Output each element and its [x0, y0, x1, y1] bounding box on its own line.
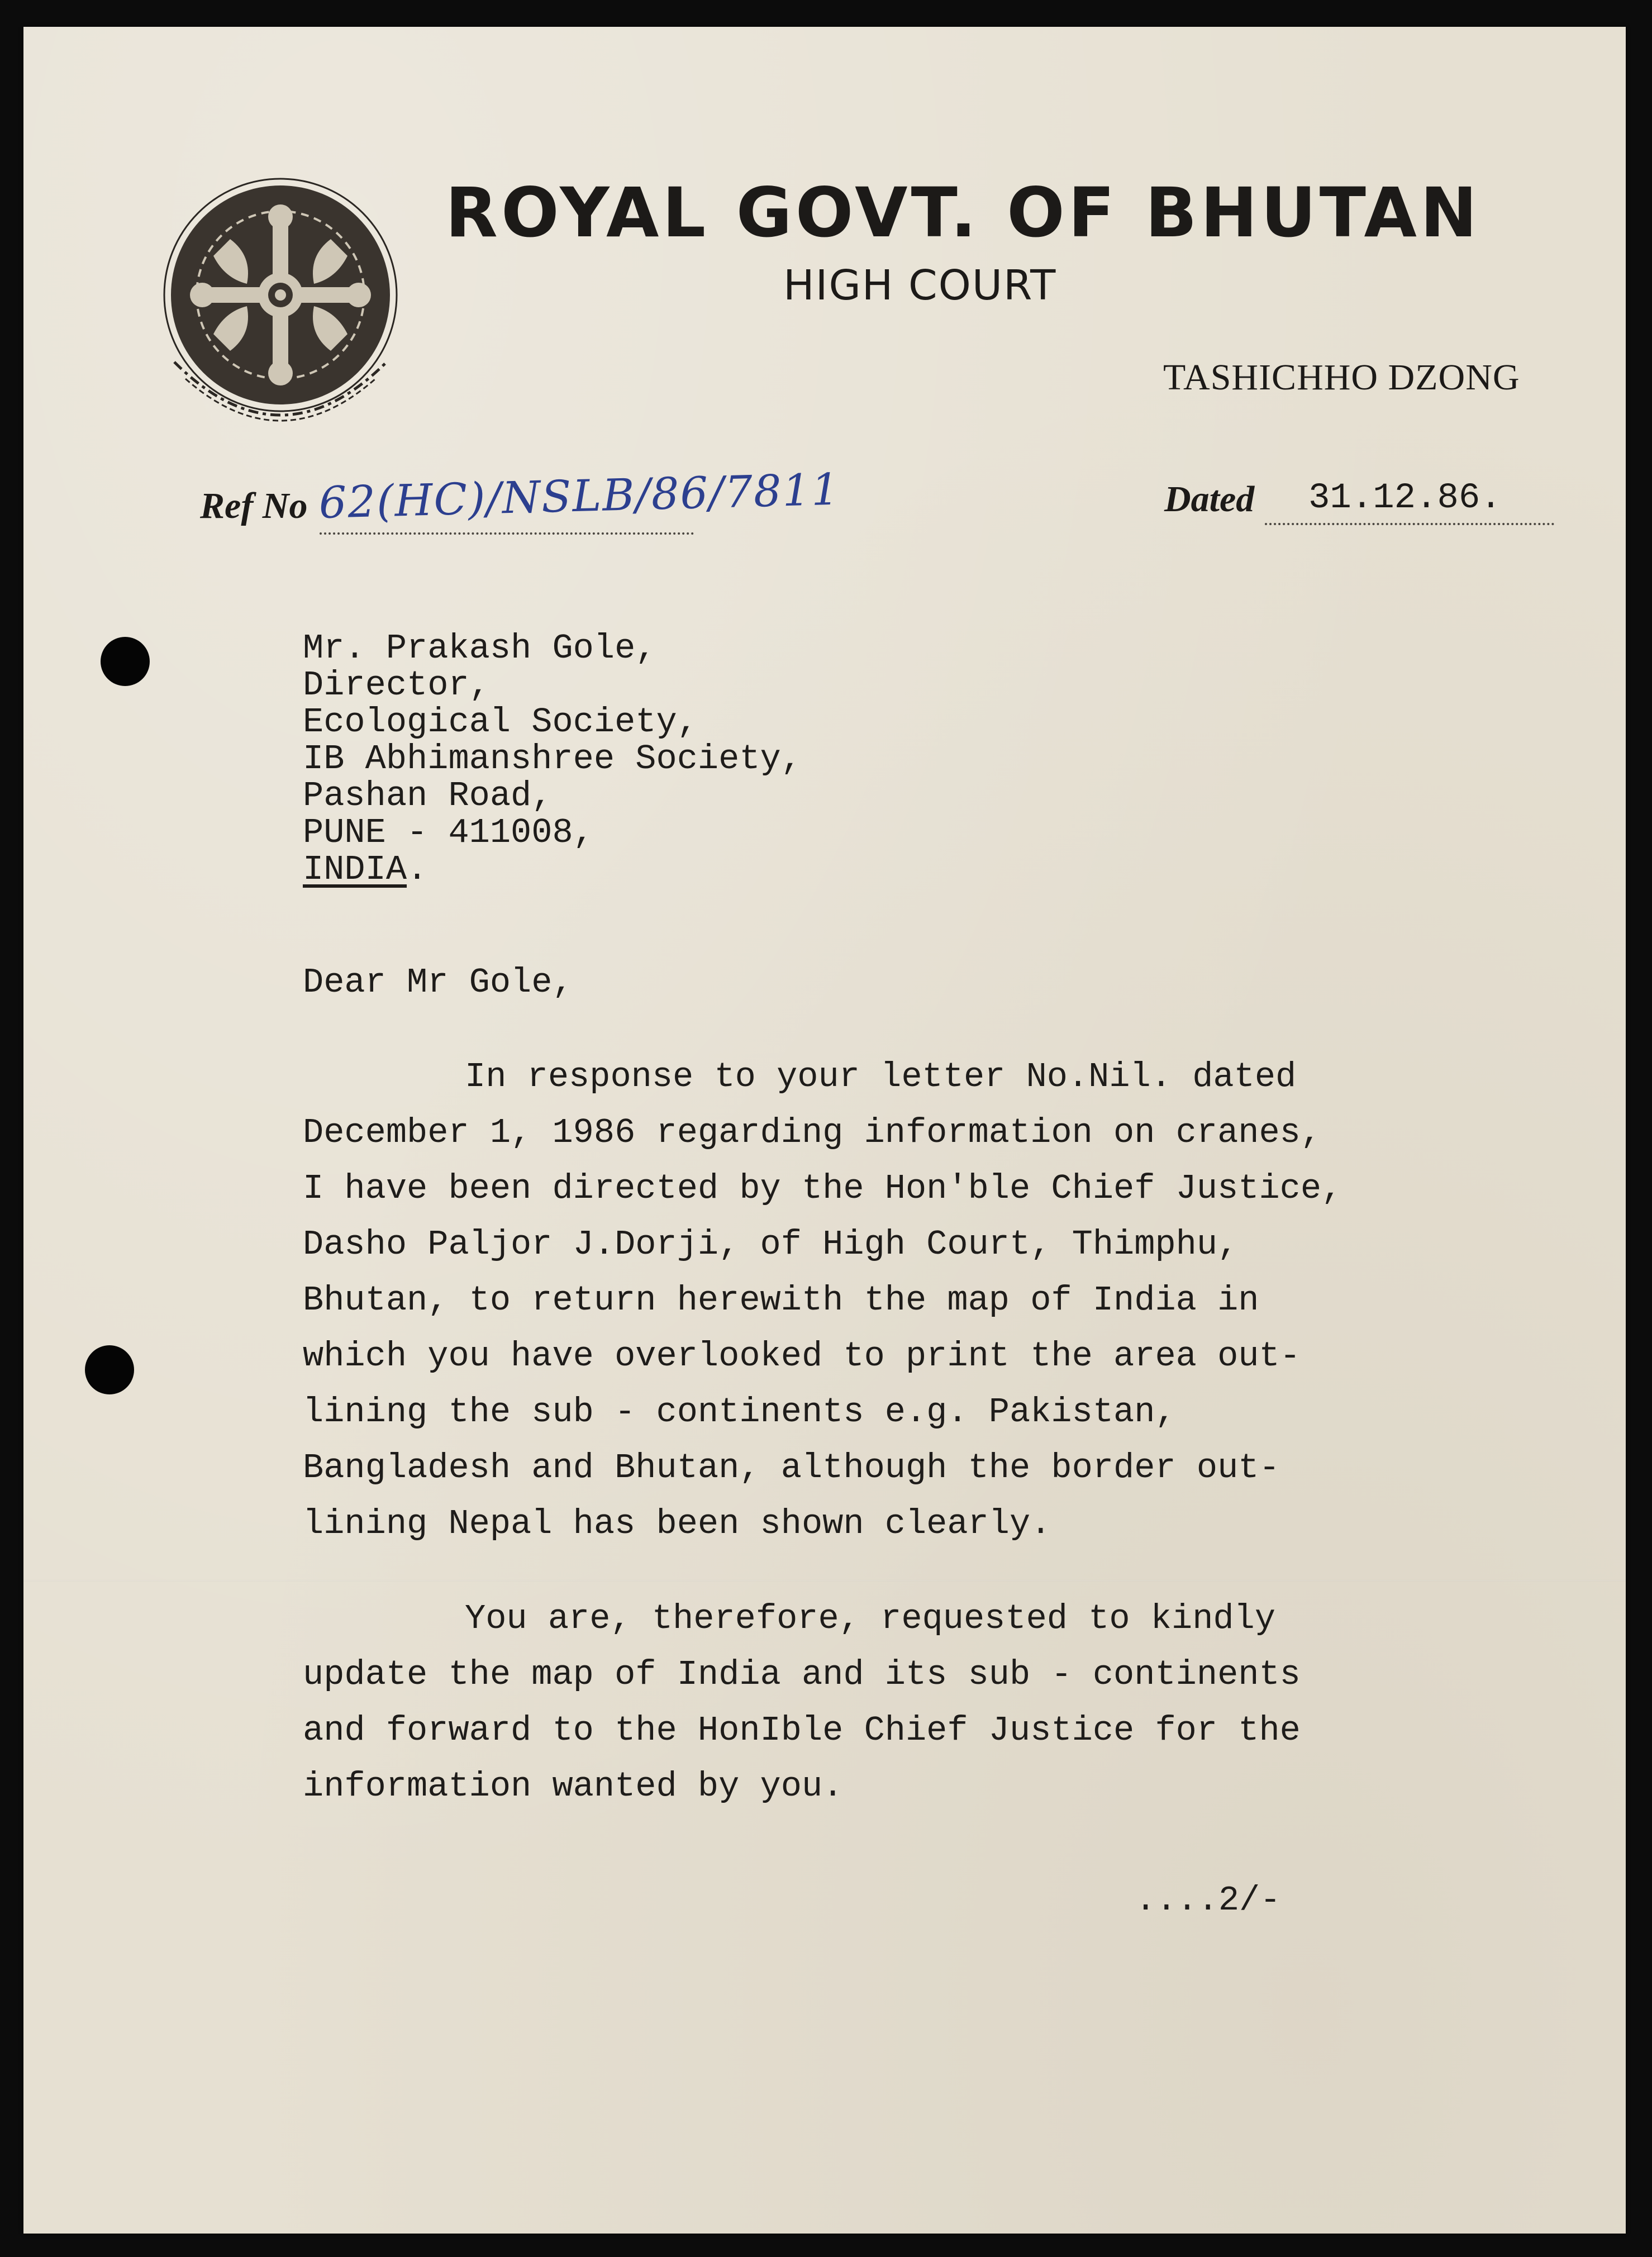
paragraph-line: You are, therefore, requested to kindly	[465, 1599, 1276, 1639]
paragraph-line: update the map of India and its sub - continents	[303, 1655, 1301, 1694]
letterhead-place: TASHICHHO DZONG	[1163, 357, 1520, 398]
ref-dotted-line	[320, 532, 694, 535]
address-line: Ecological Society,	[303, 702, 698, 742]
paragraph-line: information wanted by you.	[303, 1766, 844, 1806]
address-line: PUNE - 411008,	[303, 813, 594, 853]
body-paragraph-2	[303, 1591, 1301, 1815]
paragraph-line: I have been directed by the Hon'ble Chief Justice,	[303, 1169, 1342, 1208]
paragraph-line: lining Nepal has been shown clearly.	[303, 1504, 1051, 1544]
paragraph-line: Bhutan, to return herewith the map of India in	[303, 1280, 1259, 1320]
ref-number-handwritten: 62(HC)/NSLB/86/7811	[318, 464, 841, 528]
ref-label: Ref No	[200, 485, 308, 526]
paragraph-line: and forward to the HonIble Chief Justice for the	[303, 1711, 1301, 1750]
address-line: Director,	[303, 665, 490, 705]
salutation: Dear Mr Gole,	[303, 963, 573, 1002]
paper-fold	[23, 1580, 1626, 1582]
address-line: IB Abhimanshree Society,	[303, 739, 802, 779]
recipient-address	[303, 630, 802, 888]
punch-hole	[101, 637, 150, 686]
bhutan-emblem-icon	[163, 178, 409, 440]
dated-value: 31.12.86.	[1308, 478, 1502, 518]
letterhead-subtitle: HIGH COURT	[783, 261, 1057, 309]
paragraph-line: December 1, 1986 regarding information on cranes,	[303, 1113, 1322, 1153]
paragraph-line: Bangladesh and Bhutan, although the border out-	[303, 1448, 1280, 1488]
address-line: Pashan Road,	[303, 776, 553, 816]
body-paragraph-1	[303, 1049, 1342, 1552]
dated-label: Dated	[1164, 479, 1255, 520]
page-continuation: ....2/-	[1135, 1880, 1281, 1920]
address-country-line	[303, 851, 802, 888]
dated-dotted-line	[1265, 523, 1554, 525]
paragraph-line: lining the sub - continents e.g. Pakistan,	[303, 1392, 1176, 1432]
address-country: INDIA	[303, 850, 407, 889]
paragraph-line: which you have overlooked to print the area out-	[303, 1336, 1301, 1376]
letterhead-title: ROYAL GOVT. OF BHUTAN	[445, 173, 1481, 253]
paragraph-line: Dasho Paljor J.Dorji, of High Court, Thimphu,	[303, 1225, 1239, 1264]
letter-page	[23, 27, 1626, 2234]
address-line: Mr. Prakash Gole,	[303, 628, 656, 668]
paragraph-line: In response to your letter No.Nil. dated	[465, 1057, 1297, 1097]
punch-hole	[85, 1345, 134, 1394]
address-country-suffix: .	[407, 850, 428, 889]
